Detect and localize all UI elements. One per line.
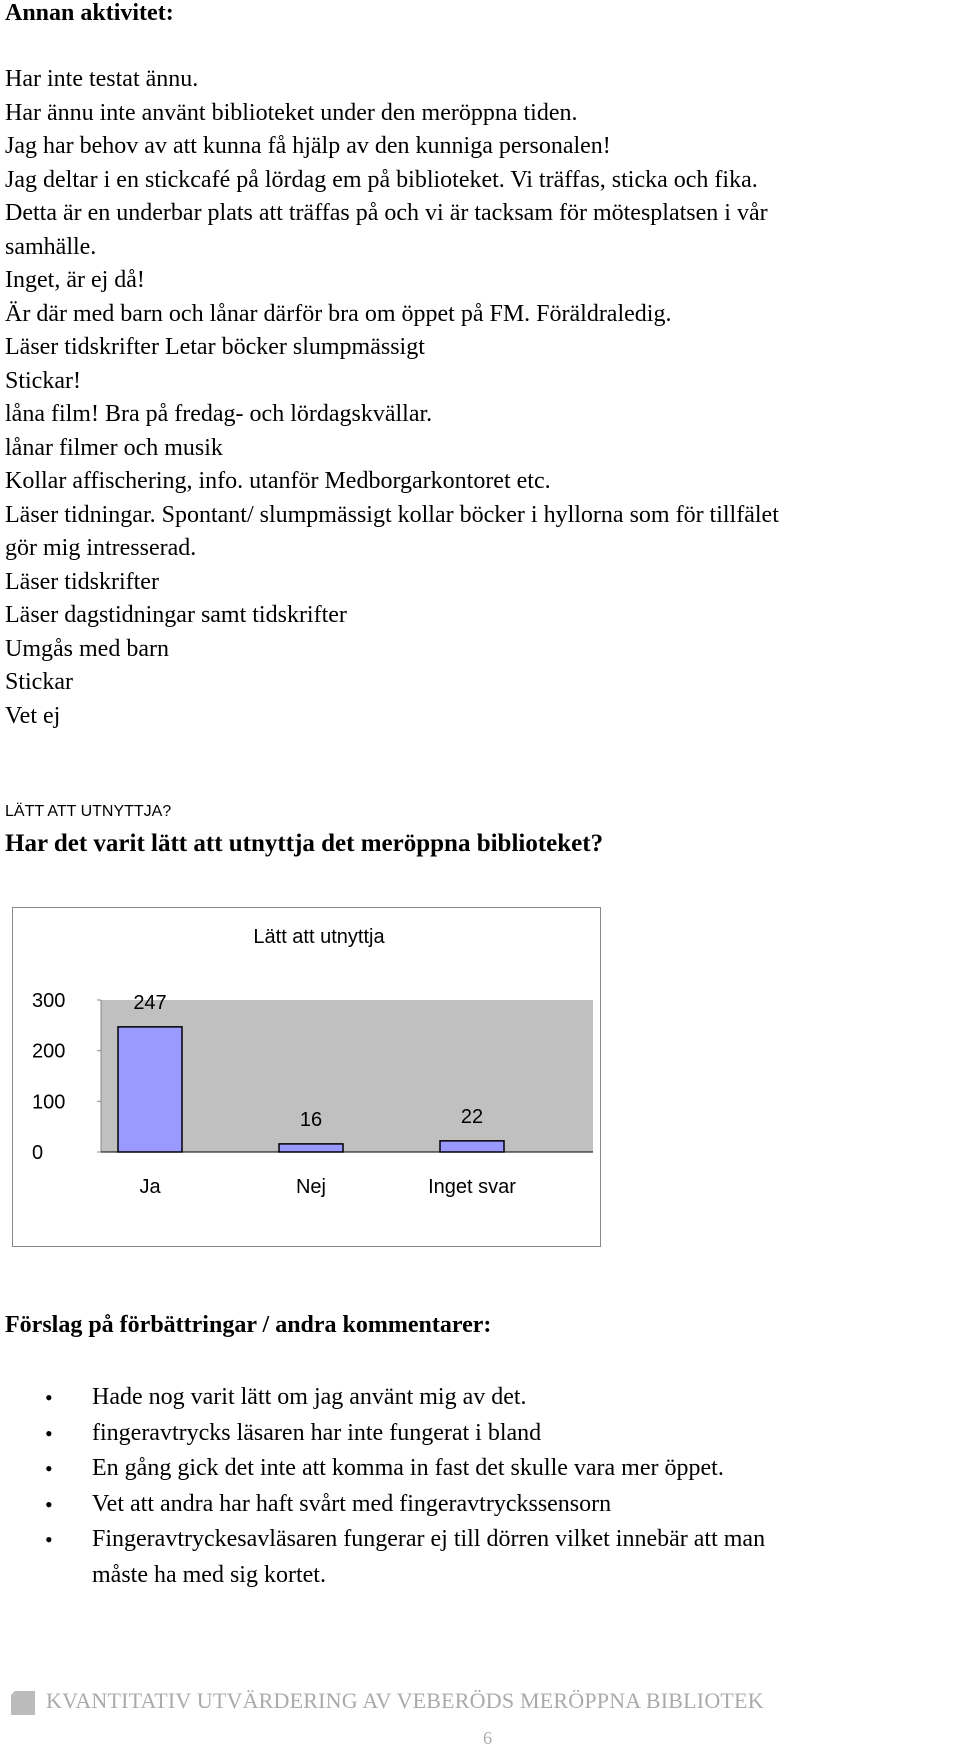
response-line: gör mig intresserad. bbox=[5, 535, 197, 561]
page-number: 6 bbox=[483, 1728, 492, 1748]
y-tick-label: 100 bbox=[32, 1091, 66, 1114]
activity-responses bbox=[5, 63, 955, 733]
x-tick-label: Nej bbox=[295, 1176, 327, 1198]
bullet-icon: • bbox=[45, 1456, 53, 1481]
response-line: Jag har behov av att kunna få hjälp av den kunniga personalen! bbox=[5, 133, 611, 159]
comment-item bbox=[0, 1416, 960, 1452]
response-line: Läser tidskrifter bbox=[5, 568, 159, 595]
comment-text: måste ha med sig kortet. bbox=[92, 1561, 326, 1588]
comment-text: Fingeravtryckesavläsaren fungerar ej till dörren vilket innebär att man bbox=[92, 1526, 766, 1552]
response-line: Är där med barn och lånar därför bra om öppet på FM. Föräldraledig. bbox=[5, 300, 672, 327]
question-heading: Har det varit lätt att utnyttja det meröppna biblioteket? bbox=[5, 830, 604, 857]
comment-item bbox=[0, 1380, 960, 1416]
bullet-icon: • bbox=[45, 1420, 53, 1446]
comment-text: En gång gick det inte att komma in fast det skulle vara mer öppet. bbox=[92, 1455, 724, 1481]
response-line: Har inte testat ännu. bbox=[5, 66, 199, 92]
bar bbox=[440, 1141, 504, 1152]
response-line: Umgås med barn bbox=[5, 635, 169, 662]
comment-text: Hade nog varit lätt om jag använt mig av det. bbox=[92, 1384, 527, 1410]
response-line: Har ännu inte använt biblioteket under den meröppna tiden. bbox=[5, 99, 578, 126]
comment-item bbox=[0, 1451, 960, 1487]
footer-title: KVANTITATIV UTVÄRDERING AV VEBERÖDS MERÖPPNA BIBLIOTEK bbox=[46, 1688, 764, 1713]
bar-chart bbox=[12, 907, 601, 1247]
response-line: Kollar affischering, info. utanför Medborgarkontoret etc. bbox=[5, 468, 551, 494]
x-tick-label: Ja bbox=[139, 1176, 161, 1198]
comment-text: Vet att andra har haft svårt med fingeravtryckssensorn bbox=[92, 1490, 612, 1517]
response-line: samhälle. bbox=[5, 233, 97, 260]
comment-item bbox=[0, 1487, 960, 1523]
y-tick-label: 200 bbox=[32, 1040, 66, 1063]
response-line: Läser tidskrifter Letar böcker slumpmässigt bbox=[5, 334, 425, 360]
response-line: Stickar bbox=[5, 669, 73, 695]
bullet-icon: • bbox=[45, 1491, 53, 1517]
response-line: Stickar! bbox=[5, 367, 81, 394]
footer-logo-icon bbox=[10, 1690, 36, 1716]
response-line: Inget, är ej då! bbox=[5, 267, 145, 293]
section-heading-annan-aktivitet: Annan aktivitet: bbox=[5, 0, 174, 26]
comment-text: fingeravtrycks läsaren har inte fungerat i bland bbox=[92, 1419, 542, 1446]
data-label: 22 bbox=[460, 1105, 484, 1128]
response-line: lånar filmer och musik bbox=[5, 434, 223, 461]
bar bbox=[279, 1144, 343, 1152]
data-label: 247 bbox=[133, 991, 167, 1014]
y-tick-label: 0 bbox=[32, 1142, 44, 1164]
section-caps-label: LÄTT ATT UTNYTTJA? bbox=[5, 803, 172, 820]
data-label: 16 bbox=[299, 1108, 323, 1131]
response-line: Läser tidningar. Spontant/ slumpmässigt kollar böcker i hyllorna som för tillfälet bbox=[5, 501, 779, 528]
response-line: Jag deltar i en stickcafé på lördag em på biblioteket. Vi träffas, sticka och fika. bbox=[5, 166, 758, 193]
response-line: Detta är en underbar plats att träffas på och vi är tacksam för mötesplatsen i vår bbox=[5, 200, 768, 226]
chart-title: Lätt att utnyttja bbox=[253, 926, 385, 948]
bullet-icon: • bbox=[45, 1385, 53, 1410]
comments-list bbox=[0, 1380, 960, 1593]
response-line: Läser dagstidningar samt tidskrifter bbox=[5, 602, 347, 628]
chart-svg bbox=[13, 908, 600, 1246]
x-tick-label: Inget svar bbox=[428, 1176, 516, 1198]
section-heading-forslag: Förslag på förbättringar / andra kommentarer: bbox=[5, 1312, 492, 1338]
response-line: Vet ej bbox=[5, 702, 61, 729]
response-line: låna film! Bra på fredag- och lördagskvällar. bbox=[5, 401, 433, 427]
bar bbox=[118, 1027, 182, 1152]
bullet-icon: • bbox=[45, 1527, 53, 1552]
comment-item bbox=[0, 1522, 960, 1593]
y-tick-label: 300 bbox=[32, 990, 66, 1012]
